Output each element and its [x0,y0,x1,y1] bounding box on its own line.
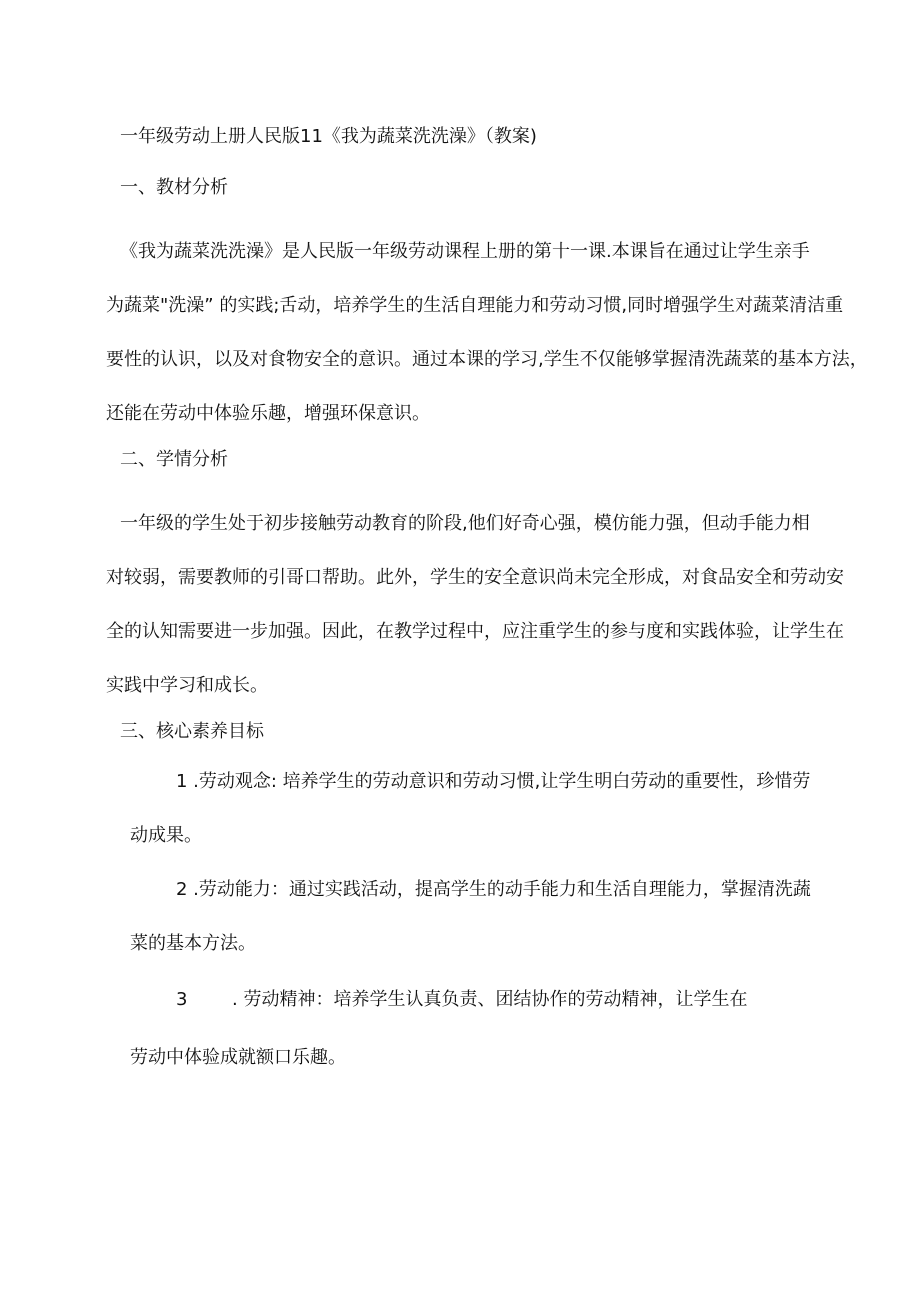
section-heading-textbook-analysis: 一、教材分析 [120,177,228,198]
paragraph-line: 对较弱，需要教师的引哥口帮助。此外，学生的安全意识尚未完全形成，对食品安全和劳动安 [106,567,844,588]
paragraph-line: 《我为蔬菜洗洗澡》是人民版一年级劳动课程上册的第十一课.本课旨在通过让学生亲手 [120,241,810,262]
objective-1-line-1: 1 .劳动观念: 培养学生的劳动意识和劳动习惯,让学生明白劳动的重要性，珍惜劳 [176,771,811,792]
section-heading-core-goals: 三、核心素养目标 [120,721,264,742]
paragraph-line: 要性的认识，以及对食物安全的意识。通过本课的学习,学生不仅能够掌握清洗蔬菜的基本方法， [106,349,868,370]
objective-1-line-2: 动成果。 [130,825,202,846]
paragraph-line: 实践中学习和成长。 [106,675,268,696]
objective-3-line-2: 劳动中体验成就额口乐趣。 [130,1047,346,1068]
paragraph-line: 为蔬菜"洗澡” 的实践;舌动，培养学生的生活自理能力和劳动习惯,同时增强学生对蔬菜清洁重 [106,295,844,316]
paragraph-line: 全的认知需要进一步加强。因此，在教学过程中，应注重学生的参与度和实践体验，让学生在 [106,621,844,642]
objective-3-number: 3 [176,989,188,1010]
paragraph-line: 一年级的学生处于初步接触劳动教育的阶段,他们好奇心强，模仿能力强，但动手能力相 [120,513,810,534]
objective-2-line-2: 菜的基本方法。 [130,933,256,954]
paragraph-line: 还能在劳动中体验乐趣，增强环保意识。 [106,403,430,424]
objective-3-line-1: . 劳动精神：培养学生认真负责、团结协作的劳动精神，让学生在 [232,989,748,1010]
section-heading-student-analysis: 二、学情分析 [120,449,228,470]
document-title: 一年级劳动上册人民版11《我为蔬菜洗洗澡》（教案) [120,126,537,147]
objective-2-line-1: 2 .劳动能力：通过实践活动，提高学生的动手能力和生活自理能力，掌握清洗蔬 [176,879,811,900]
